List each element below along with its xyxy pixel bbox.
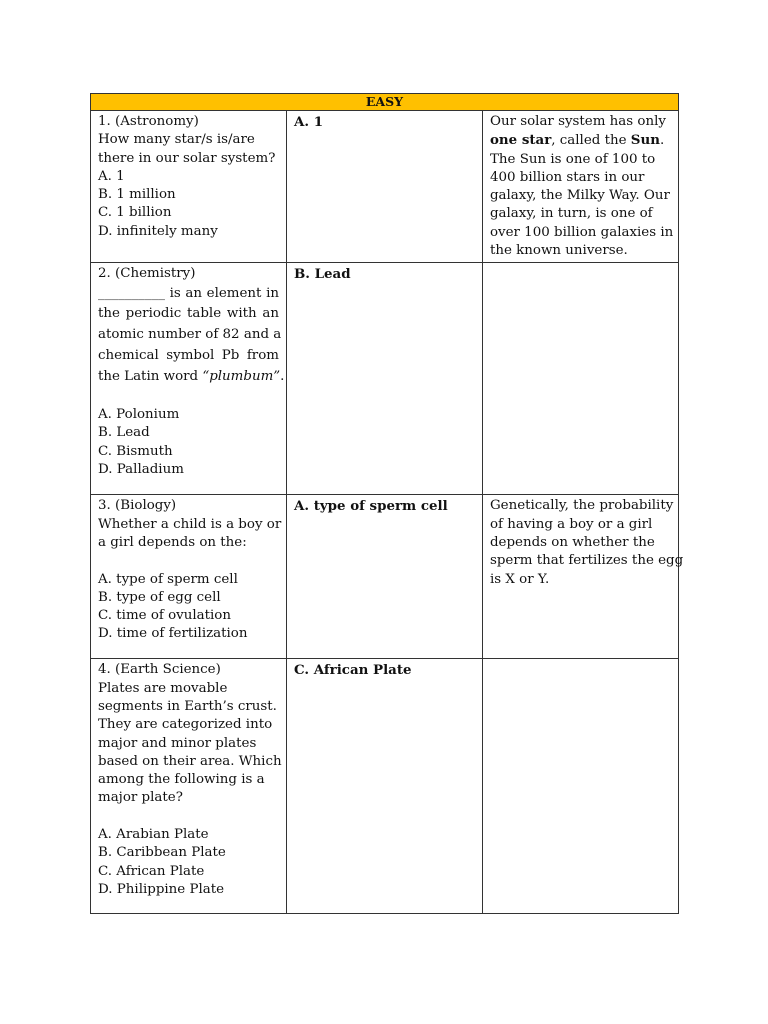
explanation-fragment: . [659,133,665,149]
explanation-line: is X or Y. [489,571,550,587]
spacer [98,388,279,406]
explanation-line: of having a boy or a girl [489,516,653,532]
difficulty-header: EASY [91,94,679,111]
option-d: D. Philippine Plate [98,881,225,897]
option-a: A. Polonium [98,406,180,422]
explanation-line: depends on whether the [489,534,655,550]
explanation-cell [482,111,678,263]
explanation-line: galaxy, in turn, is one of [489,206,653,222]
table-row [91,111,679,263]
explanation-line: over 100 billion galaxies in [489,224,674,240]
answer-cell [286,659,482,914]
question-text: They are categorized into [98,717,273,733]
question-title: 4. (Earth Science) [98,662,221,678]
question-text: a girl depends on the: [98,534,247,550]
answer-cell [286,495,482,659]
question-cell [91,111,287,263]
option-c: C. 1 billion [98,205,172,221]
explanation-line: the known universe. [489,243,628,259]
question-cell [91,659,287,914]
question-text: chemical symbol Pb from [98,348,279,364]
question-text: Plates are movable [98,680,228,696]
question-cell [91,263,287,495]
explanation-cell [482,495,684,659]
explanation-line: 400 billion stars in our [489,169,645,185]
option-d: D. time of fertilization [98,626,248,642]
question-text: based on their area. Which [98,753,282,769]
option-a: A. type of sperm cell [98,571,238,587]
quiz-table [90,93,684,914]
option-b: B. type of egg cell [98,589,221,605]
question-cell [91,495,287,659]
question-text: segments in Earth’s crust. [98,698,277,714]
answer-cell [286,111,482,263]
question-text: major plate? [98,790,183,806]
question-text: atomic number of 82 and a [98,327,282,343]
option-b: B. 1 million [98,187,176,203]
option-d: D. Palladium [98,461,184,477]
question-text: the periodic table with an [98,306,279,322]
option-a: A. Arabian Plate [98,827,209,843]
explanation-line: sperm that fertilizes the egg [489,553,684,569]
question-text: there in our solar system? [98,150,276,166]
answer-cell [286,263,482,495]
question-text: How many star/s is/are [98,132,255,148]
option-c: C. African Plate [98,863,205,879]
latin-word: “plumbum” [202,368,281,384]
explanation-line: The Sun is one of 100 to [489,151,656,167]
question-text [98,367,285,388]
answer-text: C. African Plate [293,662,412,679]
table-row [91,495,679,659]
emphasis-text: one star [489,132,552,149]
option-d: D. infinitely many [98,223,218,239]
explanation-cell [482,263,678,495]
question-fragment: the Latin word [98,368,203,384]
question-text: __________ is an element in [98,285,279,301]
question-text: major and minor plates [98,735,257,751]
explanation-line: galaxy, the Milky Way. Our [489,188,670,204]
option-c: C. time of ovulation [98,608,231,624]
explanation-fragment: , called the [551,133,631,149]
spacer [98,552,279,570]
option-b: B. Caribbean Plate [98,845,226,861]
option-c: C. Bismuth [98,443,173,459]
question-text: Whether a child is a boy or [98,516,282,532]
explanation-line: Our solar system has only [489,114,666,129]
question-title: 3. (Biology) [98,498,177,514]
spacer [98,808,279,826]
explanation-line: Genetically, the probability [489,498,674,514]
option-b: B. Lead [98,425,150,441]
question-title: 1. (Astronomy) [98,114,199,129]
answer-text: A. type of sperm cell [293,498,448,515]
question-fragment: . [280,368,285,384]
answer-text: B. Lead [293,266,351,283]
option-a: A. 1 [98,168,125,184]
answer-text: A. 1 [293,114,324,130]
table-row [91,263,679,495]
header-row [91,94,679,111]
emphasis-text: Sun [630,132,660,149]
explanation-line [490,131,671,150]
question-title: 2. (Chemistry) [98,266,196,282]
question-text: among the following is a [98,772,265,788]
table-row [91,659,679,914]
explanation-cell [482,659,678,914]
